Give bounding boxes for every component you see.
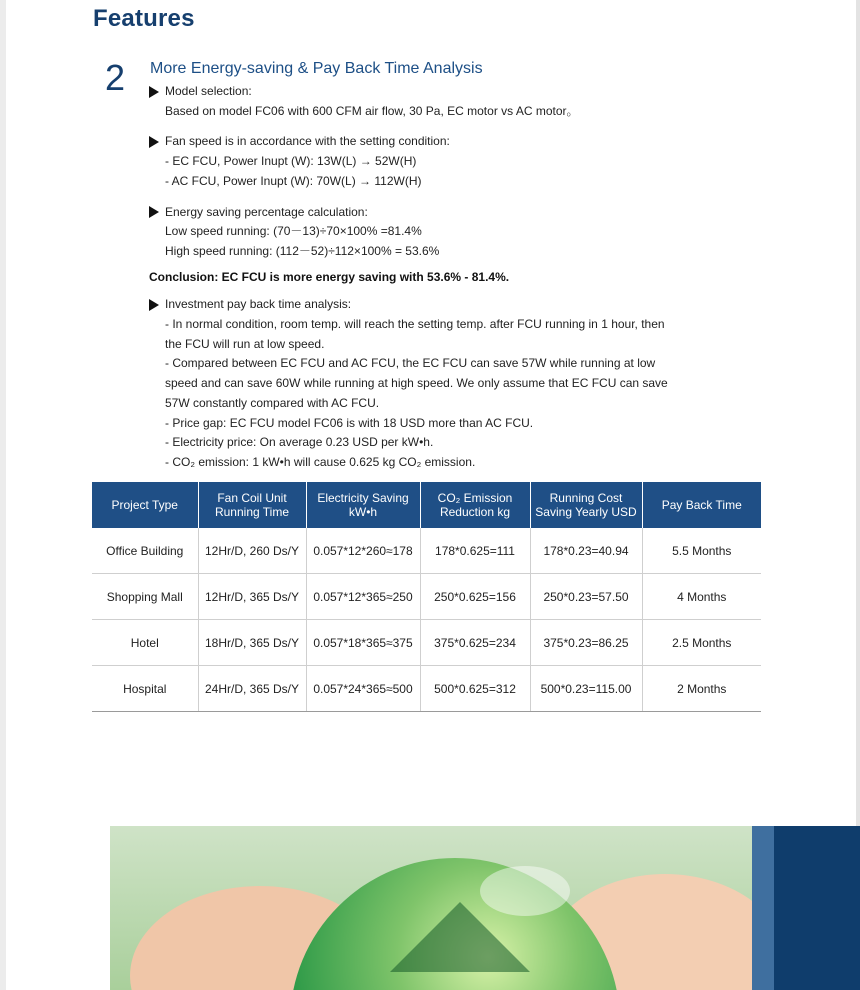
cell-payback-time: 5.5 Months	[642, 528, 761, 574]
fan-speed-label: Fan speed is in accordance with the setting condition:	[165, 134, 450, 149]
header-co2-reduction: CO₂ Emission Reduction kg	[420, 482, 530, 528]
energy-calc-bullet	[149, 203, 749, 223]
cell-cost-saving: 178*0.23=40.94	[530, 528, 642, 574]
decorative-panel-light	[752, 826, 774, 990]
cell-project-type: Shopping Mall	[92, 574, 198, 620]
header-cost-saving: Running Cost Saving Yearly USD	[530, 482, 642, 528]
cell-co2-reduction: 500*0.625=312	[420, 666, 530, 712]
conclusion-text: Conclusion: EC FCU is more energy saving with 53.6% - 81.4%.	[149, 269, 510, 284]
triangle-bullet-icon	[149, 299, 159, 311]
cell-project-type: Office Building	[92, 528, 198, 574]
cell-payback-time: 2 Months	[642, 666, 761, 712]
header-payback-time: Pay Back Time	[642, 482, 761, 528]
cell-running-time: 12Hr/D, 260 Ds/Y	[198, 528, 306, 574]
cell-electricity-saving: 0.057*18*365≈375	[306, 620, 420, 666]
table-row	[92, 666, 761, 712]
investment-label: Investment pay back time analysis:	[165, 297, 352, 312]
model-selection-label: Model selection:	[165, 84, 252, 98]
cell-payback-time: 2.5 Months	[642, 620, 761, 666]
investment-line: speed and can save 60W while running at high speed. We only assume that EC FCU can save	[165, 376, 668, 391]
cell-co2-reduction: 250*0.625=156	[420, 574, 530, 620]
cell-cost-saving: 500*0.23=115.00	[530, 666, 642, 712]
house-roof-icon	[390, 902, 530, 972]
cell-payback-time: 4 Months	[642, 574, 761, 620]
section-content	[149, 82, 749, 473]
cell-co2-reduction: 178*0.625=111	[420, 528, 530, 574]
investment-line: - Compared between EC FCU and AC FCU, the EC FCU can save 57W while running at low	[165, 356, 656, 371]
cell-electricity-saving: 0.057*12*365≈250	[306, 574, 420, 620]
investment-line: the FCU will run at low speed.	[165, 336, 325, 351]
cell-electricity-saving: 0.057*24*365≈500	[306, 666, 420, 712]
decorative-panel-dark	[774, 826, 860, 990]
payback-table	[92, 482, 761, 712]
cell-running-time: 18Hr/D, 365 Ds/Y	[198, 620, 306, 666]
cell-running-time: 24Hr/D, 365 Ds/Y	[198, 666, 306, 712]
investment-line: - CO₂ emission: 1 kW•h will cause 0.625 kg CO₂ emission.	[165, 454, 476, 469]
investment-line: - Electricity price: On average 0.23 USD per kW•h.	[165, 435, 434, 450]
triangle-bullet-icon	[149, 86, 159, 98]
page-heading: Features	[93, 5, 195, 32]
globe-in-hands-photo	[110, 826, 860, 990]
cell-project-type: Hotel	[92, 620, 198, 666]
model-selection-bullet	[149, 82, 749, 102]
cell-cost-saving: 250*0.23=57.50	[530, 574, 642, 620]
energy-calc-line: Low speed running: (70－13)÷70×100% =81.4%	[165, 224, 422, 239]
header-electricity-saving: Electricity Saving kW•h	[306, 482, 420, 528]
fan-speed-bullet	[149, 132, 749, 152]
table-row	[92, 528, 761, 574]
header-running-time: Fan Coil Unit Running Time	[198, 482, 306, 528]
section-title: More Energy-saving & Pay Back Time Analysis	[150, 60, 483, 77]
section-number: 2	[105, 57, 126, 98]
fan-speed-line: - EC FCU, Power Inupt (W): 13W(L) → 52W(H)	[165, 154, 417, 169]
cell-project-type: Hospital	[92, 666, 198, 712]
triangle-bullet-icon	[149, 206, 159, 218]
header-project-type: Project Type	[92, 482, 198, 528]
table-row	[92, 574, 761, 620]
energy-calc-line: High speed running: (112－52)÷112×100% = 53.6%	[165, 243, 440, 258]
cell-cost-saving: 375*0.23=86.25	[530, 620, 642, 666]
table-header-row	[92, 482, 761, 528]
investment-line: - Price gap: EC FCU model FC06 is with 18 USD more than AC FCU.	[165, 415, 534, 430]
triangle-bullet-icon	[149, 136, 159, 148]
cell-co2-reduction: 375*0.625=234	[420, 620, 530, 666]
cell-running-time: 12Hr/D, 365 Ds/Y	[198, 574, 306, 620]
investment-bullet	[149, 295, 749, 315]
table-row	[92, 620, 761, 666]
investment-line: - In normal condition, room temp. will reach the setting temp. after FCU running in 1 hour, then	[165, 317, 665, 332]
page-left-edge	[0, 0, 6, 990]
fan-speed-line: - AC FCU, Power Inupt (W): 70W(L) → 112W(H)	[165, 173, 422, 188]
model-selection-text: Based on model FC06 with 600 CFM air flow, 30 Pa, EC motor vs AC motor。	[165, 103, 579, 118]
investment-line: 57W constantly compared with AC FCU.	[165, 395, 380, 410]
cell-electricity-saving: 0.057*12*260≈178	[306, 528, 420, 574]
energy-calc-label: Energy saving percentage calculation:	[165, 204, 368, 219]
